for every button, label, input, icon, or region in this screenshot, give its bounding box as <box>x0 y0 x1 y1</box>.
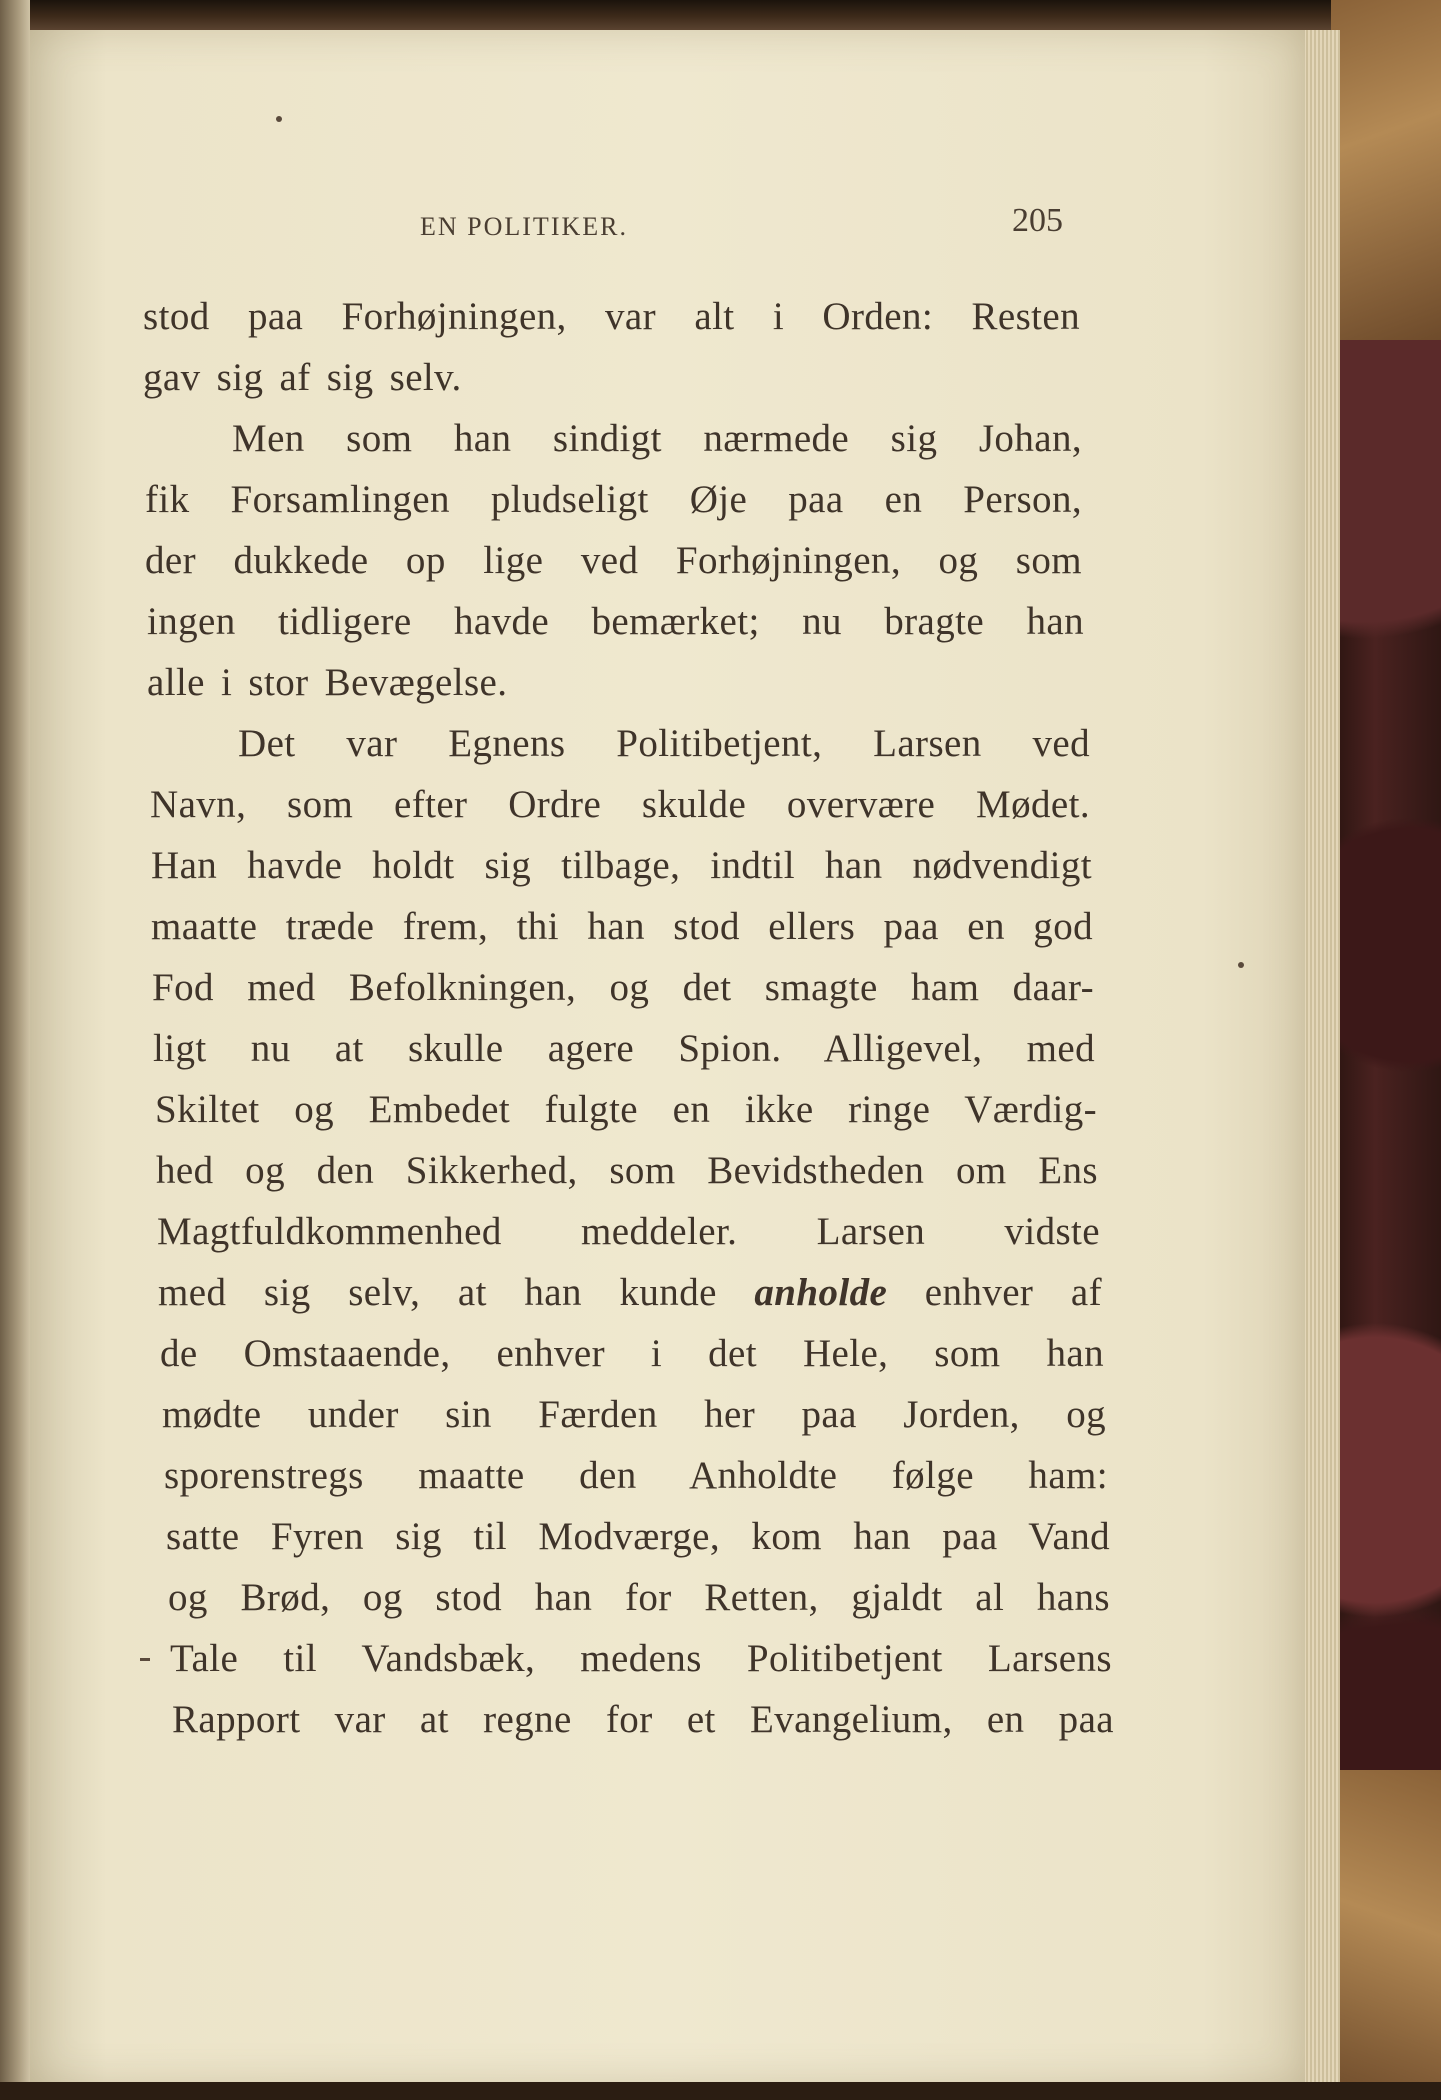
text-line: og Brød, og stod han for Retten, gjaldt al hans <box>168 1576 1110 1619</box>
text-line: der dukkede op lige ved Forhøjningen, og som <box>145 539 1082 582</box>
text-line: Han havde holdt sig tilbage, indtil han nødvendigt <box>151 844 1092 887</box>
text-line: alle i stor Bevægelse. <box>147 661 508 704</box>
book-gutter <box>0 0 30 2100</box>
text-line: mødte under sin Færden her paa Jorden, og <box>162 1393 1106 1436</box>
text-line: ingen tidligere havde bemærket; nu bragte han <box>147 600 1084 643</box>
text-line: de Omstaaende, enhver i det Hele, som han <box>160 1332 1104 1375</box>
text-line: satte Fyren sig til Modværge, kom han paa Vand <box>166 1515 1110 1558</box>
page-edges <box>1300 30 1340 2085</box>
text-line: Men som han sindigt nærmede sig Johan, <box>232 417 1082 460</box>
running-head: EN POLITIKER. <box>420 212 628 241</box>
text-line: Rapport var at regne for et Evangelium, en paa <box>172 1698 1114 1741</box>
margin-mark <box>1238 962 1244 968</box>
text-line: sporenstregs maatte den Anholdte følge ham: <box>164 1454 1108 1497</box>
text-line: Navn, som efter Ordre skulde overvære Mødet. <box>150 783 1090 826</box>
text-line: Tale til Vandsbæk, medens Politibetjent Larsens <box>170 1637 1112 1680</box>
text-line: Fod med Befolkningen, og det smagte ham daar- <box>152 966 1094 1009</box>
text-line: Skiltet og Embedet fulgte en ikke ringe Værdig- <box>155 1088 1097 1131</box>
leather-corner-bottom <box>1331 1770 1441 2100</box>
text-line: hed og den Sikkerhed, som Bevidstheden om Ens <box>156 1149 1098 1192</box>
book-bottom-edge <box>0 2082 1441 2100</box>
text-segment: med sig selv, at han kunde <box>158 1271 755 1314</box>
text-line: maatte træde frem, thi han stod ellers paa en god <box>151 905 1093 948</box>
text-segment: enhver af <box>887 1271 1102 1314</box>
text-line: Magtfuldkommenhed meddeler. Larsen vidste <box>157 1210 1100 1253</box>
text-line: Det var Egnens Politibetjent, Larsen ved <box>238 722 1090 765</box>
text-line: fik Forsamlingen pludseligt Øje paa en Person, <box>145 478 1082 521</box>
text-line: ligt nu at skulle agere Spion. Alligevel, med <box>153 1027 1095 1070</box>
page-number: 205 <box>1012 202 1063 239</box>
leather-corner-top <box>1331 0 1441 340</box>
emphasized-word: anholde <box>754 1271 888 1314</box>
text-line: gav sig af sig selv. <box>143 356 462 399</box>
book-top-edge <box>0 0 1441 30</box>
text-line: stod paa Forhøjningen, var alt i Orden: Resten <box>143 295 1080 338</box>
text-line-emphasis <box>158 1270 1102 1316</box>
margin-mark <box>140 1658 150 1661</box>
margin-mark <box>276 116 282 122</box>
